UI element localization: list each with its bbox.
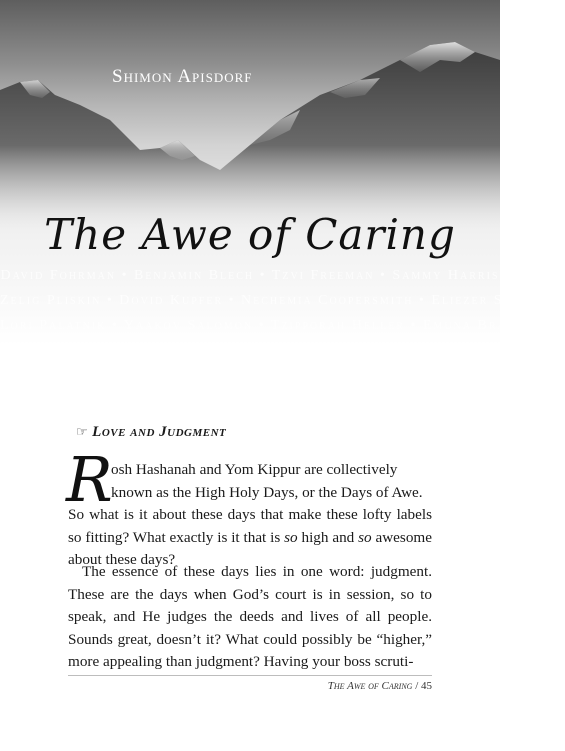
paragraph-2: The essence of these days lies in one word: judgment. These are the days when God’s court is in session, so to speak, and He judges the deeds and lives of all people. Sounds great, doesn’t it? What could possibly be “higher,” more appealing than judgment? Having your boss scruti- xyxy=(68,563,432,670)
chapter-title: The Awe of Caring xyxy=(44,210,456,259)
section-heading-text: Love and Judgment xyxy=(92,424,227,440)
emphasis-so-1: so xyxy=(284,528,298,546)
paragraph-1-text-b: high and xyxy=(297,528,359,546)
page-number: 45 xyxy=(421,680,432,692)
ghost-author-line-1: David Fohrman • Benjamin Blech • Tzvi Freeman • Sammy Harris xyxy=(0,268,500,283)
paragraph-1-line-2: known as the High Holy Days, or the Days of Awe. xyxy=(111,483,423,501)
ghost-author-line-2: Zelig Pliskin • Dovid Kupfer • Nechemia Coopersmith • Eliezer Schwartz xyxy=(0,293,565,308)
paragraph-1-text-a: So what is it about these days that make these lofty labels so fitting? What exactly is it that is xyxy=(68,506,432,546)
emphasis-so-2: so xyxy=(358,528,372,546)
paragraph-1-line-1: osh Hashanah and Yom Kippur are collectively xyxy=(111,461,398,478)
running-title: The Awe of Caring xyxy=(327,680,413,692)
paragraph-1 xyxy=(68,459,432,572)
section-heading xyxy=(76,424,226,441)
footer-rule xyxy=(68,675,432,676)
ghost-author-line-3: Lori Palatnik • Yaakov Salomon • Tzipporah Heller • Emuna Braverman xyxy=(0,318,561,333)
author-name: Shimon Apisdorf xyxy=(112,66,253,87)
mountain-header-image xyxy=(0,0,565,345)
drop-cap: R xyxy=(66,443,113,516)
footer-separator: / xyxy=(412,680,421,692)
paragraph-1-rest xyxy=(68,506,432,568)
page-footer xyxy=(328,680,432,692)
paragraph-1-text-c: awesome about these days? xyxy=(68,528,432,568)
pointing-hand-icon: ☞ xyxy=(76,424,89,439)
